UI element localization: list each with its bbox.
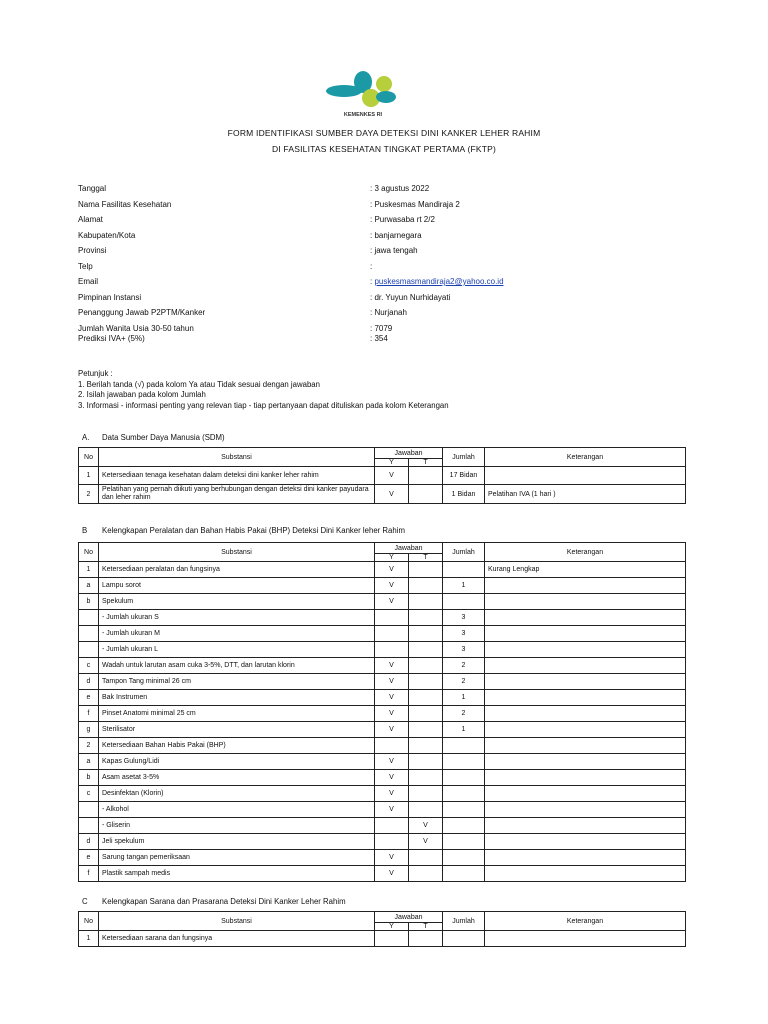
- cell-jumlah: 1: [443, 578, 485, 594]
- cell-no: e: [79, 850, 99, 866]
- cell-substansi: Asam asetat 3-5%: [99, 770, 375, 786]
- info-row: [78, 277, 678, 293]
- cell-tidak: [409, 754, 443, 770]
- cell-keterangan: Kurang Lengkap: [485, 562, 686, 578]
- cell-ya: V: [375, 706, 409, 722]
- col-substansi-header: Substansi: [99, 448, 375, 467]
- cell-ya: V: [375, 754, 409, 770]
- cell-jumlah: [443, 562, 485, 578]
- info-row: [78, 200, 678, 216]
- table-row: [79, 562, 686, 578]
- table-row: [79, 866, 686, 882]
- col-substansi-header: Substansi: [99, 543, 375, 562]
- cell-tidak: [409, 658, 443, 674]
- cell-jumlah: [443, 818, 485, 834]
- cell-keterangan: [485, 802, 686, 818]
- cell-ya: V: [375, 658, 409, 674]
- cell-no: d: [79, 674, 99, 690]
- cell-jumlah: [443, 738, 485, 754]
- table-row: [79, 467, 686, 485]
- info-row: [78, 308, 678, 324]
- cell-ya: [375, 642, 409, 658]
- instructions: [78, 369, 449, 411]
- cell-jumlah: 1: [443, 722, 485, 738]
- cell-jumlah: [443, 931, 485, 947]
- cell-tidak: [409, 802, 443, 818]
- cell-substansi: Tampon Tang minimal 26 cm: [99, 674, 375, 690]
- cell-keterangan: [485, 770, 686, 786]
- table-row: [79, 690, 686, 706]
- cell-keterangan: [485, 818, 686, 834]
- col-keterangan-header: Keterangan: [485, 448, 686, 467]
- col-no-header: No: [79, 912, 99, 931]
- instruction-line: 2. Isilah jawaban pada kolom Jumlah: [78, 390, 206, 399]
- cell-tidak: [409, 610, 443, 626]
- cell-no: [79, 610, 99, 626]
- cell-keterangan: [485, 834, 686, 850]
- table-peralatan-bhp: [78, 542, 686, 882]
- table-row: [79, 674, 686, 690]
- cell-keterangan: [485, 642, 686, 658]
- instruction-line: Petunjuk :: [78, 369, 113, 378]
- cell-substansi: - Jumlah ukuran S: [99, 610, 375, 626]
- cell-tidak: [409, 626, 443, 642]
- info-row: [78, 334, 678, 350]
- table-row: [79, 485, 686, 504]
- section-b-letter: B: [82, 526, 88, 535]
- cell-substansi: Wadah untuk larutan asam cuka 3-5%, DTT, dan larutan klorin: [99, 658, 375, 674]
- cell-no: [79, 642, 99, 658]
- info-row: [78, 231, 678, 247]
- cell-substansi: Lampu sorot: [99, 578, 375, 594]
- cell-no: d: [79, 834, 99, 850]
- info-value: [370, 184, 429, 193]
- cell-ya: V: [375, 578, 409, 594]
- logo-circle-upper: [376, 76, 392, 92]
- cell-substansi: Sarung tangan pemeriksaan: [99, 850, 375, 866]
- cell-ya: V: [375, 802, 409, 818]
- info-value: [370, 246, 418, 255]
- col-ya-header: Y: [375, 459, 409, 467]
- cell-keterangan: [485, 594, 686, 610]
- table-row: [79, 850, 686, 866]
- cell-jumlah: [443, 754, 485, 770]
- cell-substansi: Kapas Gulung/Lidi: [99, 754, 375, 770]
- cell-keterangan: [485, 786, 686, 802]
- cell-keterangan: [485, 850, 686, 866]
- cell-jumlah: [443, 850, 485, 866]
- cell-no: 1: [79, 931, 99, 947]
- cell-tidak: [409, 578, 443, 594]
- col-ya-header: Y: [375, 923, 409, 931]
- cell-keterangan: [485, 722, 686, 738]
- cell-substansi: - Jumlah ukuran M: [99, 626, 375, 642]
- cell-ya: [375, 834, 409, 850]
- cell-jumlah: 2: [443, 658, 485, 674]
- col-no-header: No: [79, 448, 99, 467]
- info-value-text: :: [370, 277, 375, 286]
- cell-ya: [375, 738, 409, 754]
- table-row: [79, 786, 686, 802]
- cell-jumlah: 3: [443, 642, 485, 658]
- cell-jumlah: 1 Bidan: [443, 485, 485, 504]
- info-label: Email: [78, 277, 99, 286]
- cell-keterangan: [485, 578, 686, 594]
- cell-keterangan: [485, 754, 686, 770]
- cell-tidak: [409, 674, 443, 690]
- info-value: [370, 277, 504, 286]
- info-value: [370, 308, 407, 317]
- cell-keterangan: [485, 931, 686, 947]
- info-row: [78, 293, 678, 309]
- cell-tidak: [409, 722, 443, 738]
- cell-keterangan: [485, 738, 686, 754]
- col-substansi-header: Substansi: [99, 912, 375, 931]
- table-row: [79, 931, 686, 947]
- info-value-text: : Nurjanah: [370, 308, 407, 317]
- cell-substansi: Pinset Anatomi minimal 25 cm: [99, 706, 375, 722]
- table-row: [79, 642, 686, 658]
- col-tidak-header: T: [409, 923, 443, 931]
- cell-jumlah: 1: [443, 690, 485, 706]
- cell-ya: V: [375, 866, 409, 882]
- cell-ya: V: [375, 770, 409, 786]
- table-row: [79, 626, 686, 642]
- cell-jumlah: 2: [443, 674, 485, 690]
- cell-jumlah: [443, 866, 485, 882]
- table-header-row: [79, 912, 686, 923]
- cell-tidak: [409, 690, 443, 706]
- section-b-title: Kelengkapan Peralatan dan Bahan Habis Pakai (BHP) Deteksi Dini Kanker leher Rahim: [102, 526, 405, 535]
- cell-keterangan: [485, 610, 686, 626]
- section-c-letter: C: [82, 897, 88, 906]
- cell-tidak: [409, 738, 443, 754]
- cell-ya: V: [375, 674, 409, 690]
- table-header-row: [79, 543, 686, 554]
- info-value: [370, 334, 388, 343]
- cell-ya: [375, 818, 409, 834]
- cell-jumlah: 3: [443, 610, 485, 626]
- cell-tidak: [409, 931, 443, 947]
- cell-tidak: [409, 850, 443, 866]
- info-value: [370, 200, 460, 209]
- logo-caption: KEMENKES RI: [343, 112, 383, 118]
- cell-jumlah: 17 Bidan: [443, 467, 485, 485]
- cell-no: b: [79, 770, 99, 786]
- cell-ya: [375, 610, 409, 626]
- info-label: Penanggung Jawab P2PTM/Kanker: [78, 308, 206, 317]
- cell-jumlah: [443, 770, 485, 786]
- cell-substansi: Pelatihan yang pernah diikuti yang berhubungan dengan deteksi dini kanker payudara dan leher rahim: [99, 485, 375, 504]
- cell-ya: [375, 626, 409, 642]
- cell-keterangan: [485, 866, 686, 882]
- cell-ya: V: [375, 690, 409, 706]
- cell-tidak: [409, 866, 443, 882]
- cell-substansi: - Jumlah ukuran L: [99, 642, 375, 658]
- table-row: [79, 658, 686, 674]
- cell-tidak: [409, 642, 443, 658]
- col-keterangan-header: Keterangan: [485, 912, 686, 931]
- form-title: FORM IDENTIFIKASI SUMBER DAYA DETEKSI DINI KANKER LEHER RAHIM: [227, 128, 541, 138]
- table-row: [79, 802, 686, 818]
- info-label: Jumlah Wanita Usia 30-50 tahun: [78, 323, 194, 333]
- cell-no: b: [79, 594, 99, 610]
- cell-tidak: [409, 562, 443, 578]
- col-jumlah-header: Jumlah: [443, 543, 485, 562]
- cell-no: a: [79, 578, 99, 594]
- table-row: [79, 754, 686, 770]
- cell-substansi: Ketersediaan sarana dan fungsinya: [99, 931, 375, 947]
- info-value-text: : dr. Yuyun Nurhidayati: [370, 292, 451, 302]
- info-row: [78, 215, 678, 231]
- info-value-text: :: [370, 261, 373, 271]
- cell-substansi: Ketersediaan tenaga kesehatan dalam deteksi dini kanker leher rahim: [99, 467, 375, 485]
- logo-leaf-right: [376, 91, 396, 103]
- info-row: [78, 184, 678, 200]
- cell-ya: V: [375, 786, 409, 802]
- table-row: [79, 738, 686, 754]
- cell-no: 2: [79, 485, 99, 504]
- table-row: [79, 578, 686, 594]
- cell-substansi: - Alkohol: [99, 802, 375, 818]
- cell-ya: V: [375, 485, 409, 504]
- instruction-line: 1. Berilah tanda (√) pada kolom Ya atau Tidak sesuai dengan jawaban: [78, 379, 320, 389]
- table-row: [79, 706, 686, 722]
- cell-ya: V: [375, 850, 409, 866]
- instruction-line: 3. Informasi - informasi penting yang relevan tiap - tiap pertanyaan dapat dituliskan pada kolom Keterangan: [78, 400, 449, 410]
- cell-substansi: Plastik sampah medis: [99, 866, 375, 882]
- table-sarana-prasarana: [78, 911, 686, 947]
- cell-tidak: [409, 786, 443, 802]
- info-row: [78, 324, 678, 334]
- cell-tidak: V: [409, 834, 443, 850]
- cell-ya: V: [375, 594, 409, 610]
- cell-substansi: Ketersediaan Bahan Habis Pakai (BHP): [99, 738, 375, 754]
- col-tidak-header: T: [409, 459, 443, 467]
- cell-no: f: [79, 866, 99, 882]
- cell-keterangan: Pelatihan IVA (1 hari ): [485, 485, 686, 504]
- cell-tidak: [409, 770, 443, 786]
- table-header-row: [79, 448, 686, 459]
- cell-ya: V: [375, 722, 409, 738]
- cell-no: 1: [79, 562, 99, 578]
- cell-jumlah: [443, 786, 485, 802]
- table-row: [79, 818, 686, 834]
- cell-tidak: [409, 467, 443, 485]
- cell-jumlah: 2: [443, 706, 485, 722]
- cell-tidak: [409, 706, 443, 722]
- col-jumlah-header: Jumlah: [443, 448, 485, 467]
- cell-keterangan: [485, 467, 686, 485]
- info-label: Telp: [78, 261, 93, 271]
- cell-substansi: Desinfektan (Klorin): [99, 786, 375, 802]
- info-value: [370, 231, 422, 240]
- cell-substansi: Spekulum: [99, 594, 375, 610]
- cell-no: 2: [79, 738, 99, 754]
- col-jumlah-header: Jumlah: [443, 912, 485, 931]
- info-value: [370, 293, 450, 302]
- info-label: Tanggal: [78, 184, 107, 193]
- info-value-text: : 354: [370, 333, 388, 343]
- table-row: [79, 594, 686, 610]
- cell-ya: V: [375, 467, 409, 485]
- table-row: [79, 770, 686, 786]
- cell-jumlah: [443, 802, 485, 818]
- cell-jumlah: [443, 834, 485, 850]
- col-jawaban-header: Jawaban: [375, 448, 443, 459]
- info-value-text: : 3 agustus 2022: [370, 184, 430, 193]
- section-a-letter: A.: [82, 433, 90, 442]
- col-keterangan-header: Keterangan: [485, 543, 686, 562]
- info-value-text: : banjarnegara: [370, 230, 422, 240]
- facility-info: [78, 184, 678, 349]
- table-row: [79, 610, 686, 626]
- cell-substansi: - Gliserin: [99, 818, 375, 834]
- info-value: [370, 215, 435, 224]
- info-value-text: : Purwasaba rt 2/2: [370, 215, 435, 224]
- cell-keterangan: [485, 626, 686, 642]
- cell-keterangan: [485, 674, 686, 690]
- cell-ya: [375, 931, 409, 947]
- cell-no: g: [79, 722, 99, 738]
- info-value-text: : Puskesmas Mandiraja 2: [370, 199, 460, 209]
- cell-tidak: V: [409, 818, 443, 834]
- info-value: [370, 262, 372, 271]
- cell-substansi: Jeli spekulum: [99, 834, 375, 850]
- info-label: Nama Fasilitas Kesehatan: [78, 199, 172, 209]
- cell-jumlah: 3: [443, 626, 485, 642]
- cell-no: 1: [79, 467, 99, 485]
- cell-keterangan: [485, 658, 686, 674]
- info-label: Kabupaten/Kota: [78, 230, 136, 240]
- cell-no: e: [79, 690, 99, 706]
- cell-tidak: [409, 485, 443, 504]
- col-ya-header: Y: [375, 554, 409, 562]
- info-row: [78, 262, 678, 278]
- info-value-text: : 7079: [370, 323, 393, 333]
- cell-substansi: Bak Instrumen: [99, 690, 375, 706]
- cell-no: [79, 818, 99, 834]
- cell-keterangan: [485, 690, 686, 706]
- info-label: Provinsi: [78, 246, 107, 255]
- section-a-title: Data Sumber Daya Manusia (SDM): [102, 433, 225, 442]
- table-row: [79, 722, 686, 738]
- table-row: [79, 834, 686, 850]
- table-sdm: [78, 447, 686, 504]
- col-no-header: No: [79, 543, 99, 562]
- kemenkes-logo: [318, 70, 408, 120]
- cell-tidak: [409, 594, 443, 610]
- cell-no: [79, 802, 99, 818]
- cell-no: [79, 626, 99, 642]
- form-subtitle: DI FASILITAS KESEHATAN TINGKAT PERTAMA (FKTP): [271, 144, 497, 154]
- info-value-text: : jawa tengah: [370, 246, 418, 255]
- cell-keterangan: [485, 706, 686, 722]
- info-label: Pimpinan Instansi: [78, 292, 142, 302]
- col-jawaban-header: Jawaban: [375, 543, 443, 554]
- cell-no: a: [79, 754, 99, 770]
- col-tidak-header: T: [409, 554, 443, 562]
- info-row: [78, 246, 678, 262]
- info-label: Prediksi IVA+ (5%): [78, 333, 145, 343]
- cell-no: c: [79, 786, 99, 802]
- cell-jumlah: [443, 594, 485, 610]
- cell-no: c: [79, 658, 99, 674]
- cell-substansi: Ketersediaan peralatan dan fungsinya: [99, 562, 375, 578]
- cell-ya: V: [375, 562, 409, 578]
- info-value: [370, 324, 392, 333]
- info-label: Alamat: [78, 215, 103, 224]
- col-jawaban-header: Jawaban: [375, 912, 443, 923]
- cell-substansi: Sterilisator: [99, 722, 375, 738]
- email-link[interactable]: puskesmasmandiraja2@yahoo.co.id: [374, 277, 504, 286]
- cell-no: f: [79, 706, 99, 722]
- section-c-title: Kelengkapan Sarana dan Prasarana Deteksi Dini Kanker Leher Rahim: [102, 897, 346, 906]
